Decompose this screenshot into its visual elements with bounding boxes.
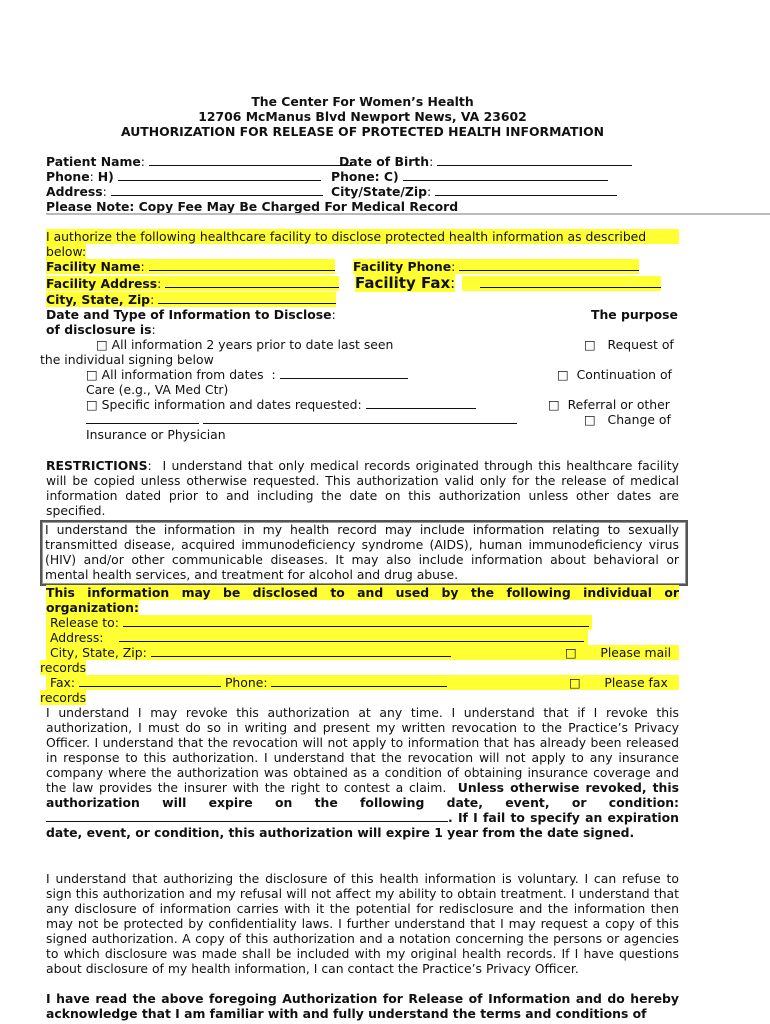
purpose-change[interactable] <box>584 412 671 427</box>
revoke-text: I understand I may revoke this authorization at any time. I understand that if I revoke this authorization, I must do so in writing and present my written revocation to the Practice’s Privacy Officer. I understand that the revocation will not apply to information that has already been released in response to this authorization. I understand that the revocation will not apply to any insurance company where the authorization was obtained as a condition of obtaining insurance coverage and the law provides the insurer with the right to contest a claim. <box>46 705 679 795</box>
fax-records-label: Please fax <box>604 675 668 690</box>
disclosure-heading-row: Date and Type of Information to Disclose: <box>46 307 336 322</box>
checkbox-icon[interactable]: □ <box>584 412 596 427</box>
fax-records-cont: records <box>40 690 87 705</box>
patient-address-row: Address: <box>46 184 323 199</box>
patient-address-field[interactable] <box>111 184 323 196</box>
facility-phone-field[interactable] <box>459 259 639 271</box>
release-heading: This information may be disclosed to and used by the following individual or <box>46 585 679 600</box>
facility-address-label: Facility Address <box>46 276 158 291</box>
release-phone-label: Phone: <box>224 675 268 690</box>
restrictions-text: I understand that only medical records originated through this healthcare facility will be copied unless otherwise requested. This authorization valid only for the release of medical information dated prior to and including the date on this authorization unless other dates are specified. <box>46 458 679 518</box>
release-to-field[interactable] <box>123 615 589 627</box>
disclosure-heading: Date and Type of Information to Disclose <box>46 307 332 322</box>
facility-phone-row: Facility Phone: <box>353 259 639 274</box>
acknowledge-paragraph: I have read the above foregoing Authorization for Release of Information and do hereby acknowledge that I am familiar with and fully understand the terms and conditions of <box>46 991 679 1021</box>
option-specific-field-2b[interactable] <box>203 412 517 424</box>
release-address-label: Address: <box>49 630 104 645</box>
revoke-expire-text: Unless otherwise revoked, this authorization will expire on the following date, event, or condition: <box>46 780 680 810</box>
org-name: The Center For Women’s Health <box>251 94 474 109</box>
phone-home-label: Phone <box>46 169 90 184</box>
checkbox-icon[interactable]: □ <box>548 397 560 412</box>
restrictions-paragraph: RESTRICTIONS: I understand that only medical records originated through this healthcare facility will be copied unless otherwise requested. This authorization valid only for the release of medical information dated prior to and including the date on this authorization unless other dates are specified. <box>46 458 679 518</box>
mail-records-option[interactable] <box>565 645 671 660</box>
purpose-referral[interactable] <box>548 397 670 412</box>
phone-cell-label: Phone: C) <box>331 169 399 184</box>
release-csz-row <box>46 645 679 660</box>
restrictions-label: RESTRICTIONS <box>46 458 148 473</box>
checkbox-icon[interactable]: □ <box>557 367 569 382</box>
patient-csz-row: City/State/Zip: <box>331 184 617 199</box>
option-specific[interactable] <box>86 397 476 412</box>
patient-address-label: Address <box>46 184 103 199</box>
purpose-referral-label: Referral or other <box>567 397 670 412</box>
facility-name-label: Facility Name <box>46 259 141 274</box>
facility-fax-row: Facility Fax: <box>355 274 456 292</box>
release-to-row <box>46 615 592 630</box>
checkbox-icon[interactable]: □ <box>96 337 108 352</box>
dob-label: Date of Birth <box>339 154 430 169</box>
facility-name-row: Facility Name: <box>46 259 335 274</box>
phone-home-suffix: H) <box>97 169 114 184</box>
checkbox-icon[interactable]: □ <box>86 397 98 412</box>
patient-name-field[interactable] <box>149 154 351 166</box>
checkbox-icon[interactable]: □ <box>584 337 596 352</box>
option-all-2-years[interactable] <box>96 337 393 352</box>
dob-field[interactable] <box>437 154 632 166</box>
facility-intro-line2: below: <box>46 244 87 259</box>
voluntary-paragraph: I understand that authorizing the disclosure of this health information is voluntary. I can refuse to sign this authorization and my refusal will not affect my ability to obtain treatment. I understand that any disclosure of information carries with it the potential for redisclosure and the information then may not be protected by confidentiality laws. I further understand that I may request a copy of this signed authorization. A copy of this authorization and a notation concerning the persons or agencies to which disclosure was made shall be included with my original health records. If I have questions about disclosure of my health information, I can contact the Practice’s Privacy Officer. <box>46 871 679 976</box>
release-heading-cont: organization: <box>46 600 139 615</box>
phone-home-row: Phone: H) <box>46 169 321 184</box>
purpose-change-cont: Insurance or Physician <box>86 427 226 442</box>
purpose-heading-cont: of disclosure is <box>46 322 152 337</box>
org-address: 12706 McManus Blvd Newport News, VA 23602 <box>198 109 527 124</box>
patient-csz-field[interactable] <box>435 184 617 196</box>
copy-fee-note: Please Note: Copy Fee May Be Charged For Medical Record <box>46 199 459 214</box>
dob-row: Date of Birth: <box>339 154 632 169</box>
phone-cell-row <box>331 169 608 184</box>
mail-records-label: Please mail <box>600 645 672 660</box>
purpose-heading-cont-row: of disclosure is: <box>46 322 156 337</box>
option-dates-field[interactable] <box>280 367 408 379</box>
option-all-2-years-label: All information 2 years prior to date last seen <box>111 337 394 352</box>
revoke-expire-text-2: . If I fail to specify an expiration date, event, or condition, this authorization will expire 1 year from the date signed. <box>46 810 679 840</box>
release-address-row <box>46 630 588 645</box>
fax-records-option[interactable] <box>569 675 668 690</box>
release-address-field[interactable] <box>119 630 584 642</box>
option-specific-field-2a[interactable] <box>86 412 199 424</box>
release-csz-field[interactable] <box>151 645 451 657</box>
option-specific-field[interactable] <box>366 397 476 409</box>
facility-phone-label: Facility Phone <box>353 259 452 274</box>
facility-fax-field-bg <box>462 276 661 291</box>
checkbox-icon[interactable]: □ <box>565 645 577 660</box>
purpose-change-label: Change of <box>607 412 671 427</box>
checkbox-icon[interactable]: □ <box>86 367 98 382</box>
release-fax-row <box>46 675 679 690</box>
option-specific-label: Specific information and dates requested: <box>101 397 362 412</box>
purpose-request[interactable] <box>584 337 674 352</box>
option-all-2-years-cont: the individual signing below <box>40 352 214 367</box>
facility-name-field[interactable] <box>149 259 335 271</box>
purpose-continuation[interactable] <box>557 367 672 382</box>
option-specific-line2 <box>86 412 517 427</box>
facility-address-row: Facility Address: <box>46 276 339 291</box>
facility-csz-label: City, State, Zip <box>46 292 151 307</box>
checkbox-icon[interactable]: □ <box>569 675 581 690</box>
release-csz-label: City, State, Zip: <box>49 645 147 660</box>
release-fax-label: Fax: <box>49 675 76 690</box>
purpose-continuation-cont: Care (e.g., VA Med Ctr) <box>86 382 229 397</box>
facility-csz-field[interactable] <box>158 292 336 304</box>
revoke-paragraph <box>46 705 679 840</box>
patient-name-label: Patient Name <box>46 154 141 169</box>
option-dates[interactable]: □ All information from dates : <box>86 367 408 382</box>
release-phone-field[interactable] <box>271 675 447 687</box>
option-dates-label: All information from dates <box>101 367 264 382</box>
sensitive-info-text: I understand the information in my health record may include information relating to sexually transmitted disease, acquired immunodeficiency syndrome (AIDS), human immunodeficiency virus (HIV) and/or other communicable diseases. It may also include information about behavioral or mental health services, and treatment for alcohol and drug abuse. <box>45 522 679 582</box>
patient-csz-label: City/State/Zip <box>331 184 428 199</box>
section-divider <box>46 213 770 215</box>
phone-home-field[interactable] <box>118 169 321 181</box>
form-title: AUTHORIZATION FOR RELEASE OF PROTECTED HEALTH INFORMATION <box>120 124 604 139</box>
release-fax-field[interactable] <box>79 675 221 687</box>
purpose-request-label: Request of <box>607 337 674 352</box>
purpose-continuation-label: Continuation of <box>576 367 672 382</box>
release-to-label: Release to: <box>49 615 119 630</box>
expiration-field[interactable] <box>46 810 448 822</box>
phone-cell-field[interactable] <box>403 169 608 181</box>
facility-fax-field[interactable] <box>480 276 661 288</box>
facility-intro-line1: I authorize the following healthcare facility to disclose protected health information as described <box>46 229 679 244</box>
facility-csz-row: City, State, Zip: <box>46 292 336 307</box>
mail-records-cont: records <box>40 660 87 675</box>
purpose-heading: The purpose <box>591 307 678 322</box>
patient-name-row: Patient Name: <box>46 154 351 169</box>
facility-fax-label: Facility Fax <box>355 274 451 292</box>
facility-address-field[interactable] <box>165 276 339 288</box>
